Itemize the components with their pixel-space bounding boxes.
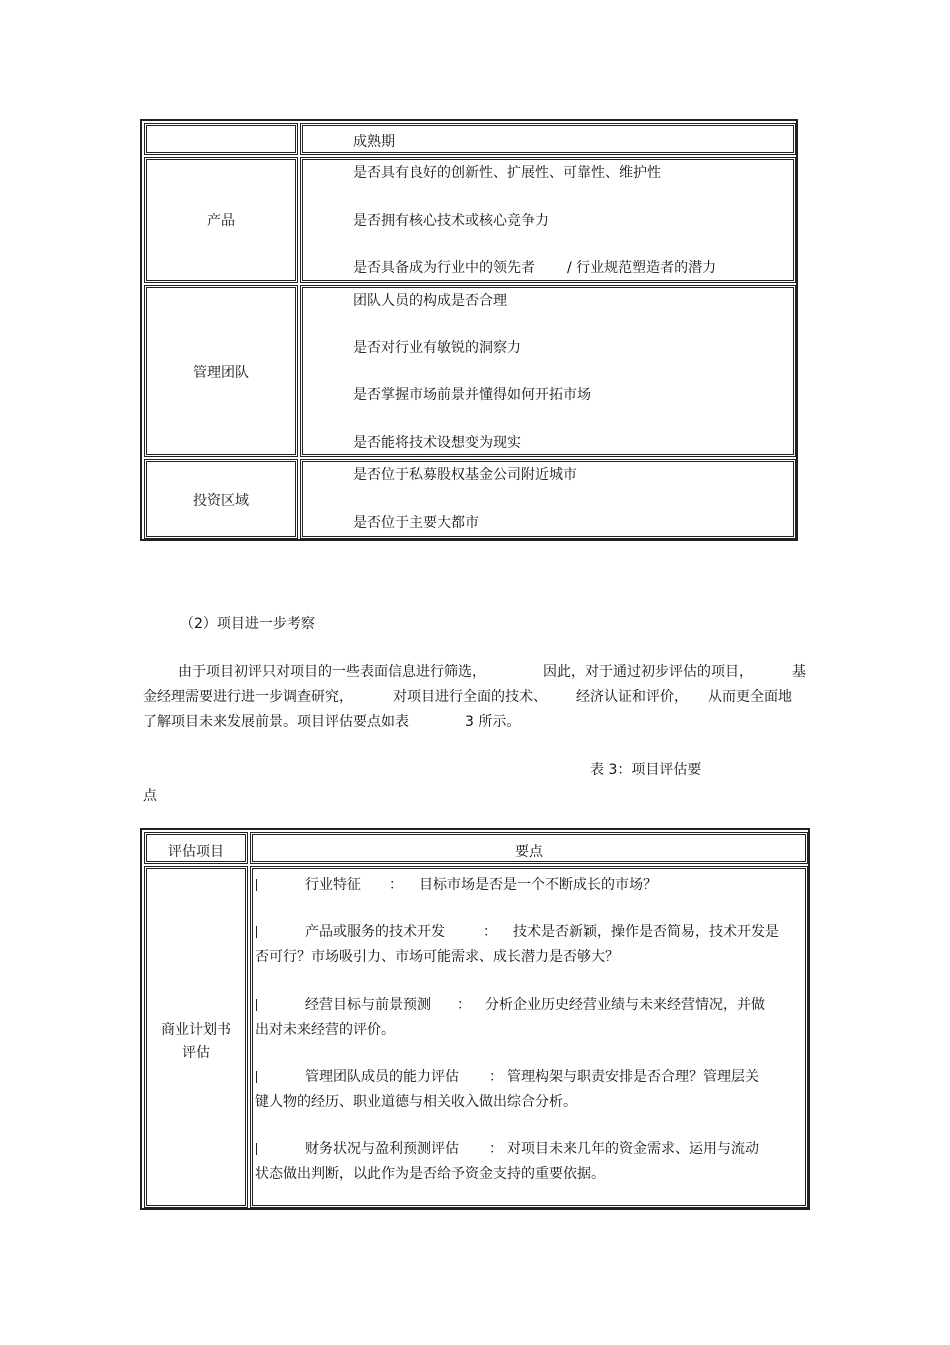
t2-item-2-sep: ：	[483, 924, 497, 940]
bullet-bar-icon	[256, 1071, 257, 1083]
t1-row-region-label-cell	[144, 459, 298, 539]
t1-team-item-4: 是否能将技术设想变为现实	[353, 435, 521, 451]
t2-row-label-line2: 评估	[182, 1045, 210, 1061]
t1-product-item-2: 是否拥有核心技术或核心竞争力	[353, 213, 549, 229]
t2-header-col2-cell	[250, 832, 808, 864]
bullet-bar-icon	[256, 879, 257, 891]
t1-region-item-1: 是否位于私募股权基金公司附近城市	[353, 467, 577, 483]
t2-item-4-text1: 管理构架与职责安排是否合理？管理层关	[507, 1069, 759, 1085]
bullet-bar-icon	[256, 999, 257, 1011]
t1-row-label-team: 管理团队	[193, 365, 249, 381]
paragraph-line-3b: 3 所示。	[465, 714, 521, 730]
t1-header-left-cell	[144, 123, 298, 155]
t1-row-label-product: 产品	[207, 213, 235, 229]
paragraph-line-1c: 基	[792, 664, 806, 680]
t2-row-label-cell	[144, 866, 248, 1208]
t1-row-region-items-cell	[300, 459, 796, 539]
t2-item-4-text2: 键人物的经历、职业道德与相关收入做出综合分析。	[255, 1094, 577, 1110]
bullet-bar-icon	[256, 926, 257, 938]
t1-product-item-3a: 是否具备成为行业中的领先者	[353, 260, 535, 276]
t2-header-col1-cell	[144, 832, 248, 864]
t2-item-1-sep: ：	[389, 877, 403, 893]
t1-row-product-items-cell	[300, 157, 796, 283]
t2-item-4-title: 管理团队成员的能力评估	[305, 1069, 459, 1085]
paragraph-line-2c: 经济认证和评价，	[576, 689, 688, 705]
paragraph-line-2d: 从而更全面地	[708, 689, 792, 705]
t2-item-3-title: 经营目标与前景预测	[305, 997, 431, 1013]
t1-team-item-2: 是否对行业有敏锐的洞察力	[353, 340, 521, 356]
t1-row-label-region: 投资区域	[193, 493, 249, 509]
table-caption: 表 3：项目评估要	[590, 762, 702, 778]
t2-header-col1: 评估项目	[168, 844, 224, 860]
t1-team-item-3: 是否掌握市场前景并懂得如何开拓市场	[353, 387, 591, 403]
t1-product-item-3b: / 行业规范塑造者的潜力	[567, 260, 717, 276]
t1-header-stage: 成熟期	[353, 134, 395, 150]
t2-item-5-sep: ：	[489, 1141, 503, 1157]
evaluation-table-1	[140, 119, 798, 541]
t2-item-3-sep: ：	[457, 997, 471, 1013]
t2-item-3-text1: 分析企业历史经营业绩与未来经营情况，并做	[485, 997, 765, 1013]
paragraph-line-1b: 因此，对于通过初步评估的项目，	[543, 664, 753, 680]
t1-region-item-2: 是否位于主要大都市	[353, 515, 479, 531]
t1-row-team-items-cell	[300, 285, 796, 457]
t1-team-item-1: 团队人员的构成是否合理	[353, 293, 507, 309]
t2-item-1-text1: 目标市场是否是一个不断成长的市场？	[419, 877, 657, 893]
t1-product-item-1: 是否具有良好的创新性、扩展性、可靠性、维护性	[353, 165, 661, 181]
t2-row-items-cell	[250, 866, 808, 1208]
paragraph-line-2b: 对项目进行全面的技术、	[393, 689, 547, 705]
t2-item-2-text2: 否可行？市场吸引力、市场可能需求、成长潜力是否够大？	[255, 949, 619, 965]
paragraph-line-1a: 由于项目初评只对项目的一些表面信息进行筛选，	[178, 664, 486, 680]
bullet-bar-icon	[256, 1143, 257, 1155]
t2-item-4-sep: ：	[489, 1069, 503, 1085]
t1-row-product-label-cell	[144, 157, 298, 283]
section-heading: （2）项目进一步考察	[180, 616, 315, 632]
t2-header-col2: 要点	[515, 844, 543, 860]
t2-row-label-line1: 商业计划书	[161, 1022, 231, 1038]
t2-item-2-text1: 技术是否新颖，操作是否简易，技术开发是	[513, 924, 779, 940]
t2-item-2-title: 产品或服务的技术开发	[305, 924, 445, 940]
t2-item-1-title: 行业特征	[305, 877, 361, 893]
evaluation-table-3	[140, 828, 810, 1210]
t2-item-5-title: 财务状况与盈利预测评估	[305, 1141, 459, 1157]
t2-item-5-text1: 对项目未来几年的资金需求、运用与流动	[507, 1141, 759, 1157]
paragraph-line-3a: 了解项目未来发展前景。项目评估要点如表	[143, 714, 409, 730]
t2-item-5-text2: 状态做出判断，以此作为是否给予资金支持的重要依据。	[255, 1166, 605, 1182]
t1-header-right-cell	[300, 123, 796, 155]
t1-row-team-label-cell	[144, 285, 298, 457]
paragraph-line-2a: 金经理需要进行进一步调查研究，	[143, 689, 353, 705]
t2-item-3-text2: 出对未来经营的评价。	[255, 1022, 395, 1038]
table-caption-wrap: 点	[143, 788, 157, 804]
